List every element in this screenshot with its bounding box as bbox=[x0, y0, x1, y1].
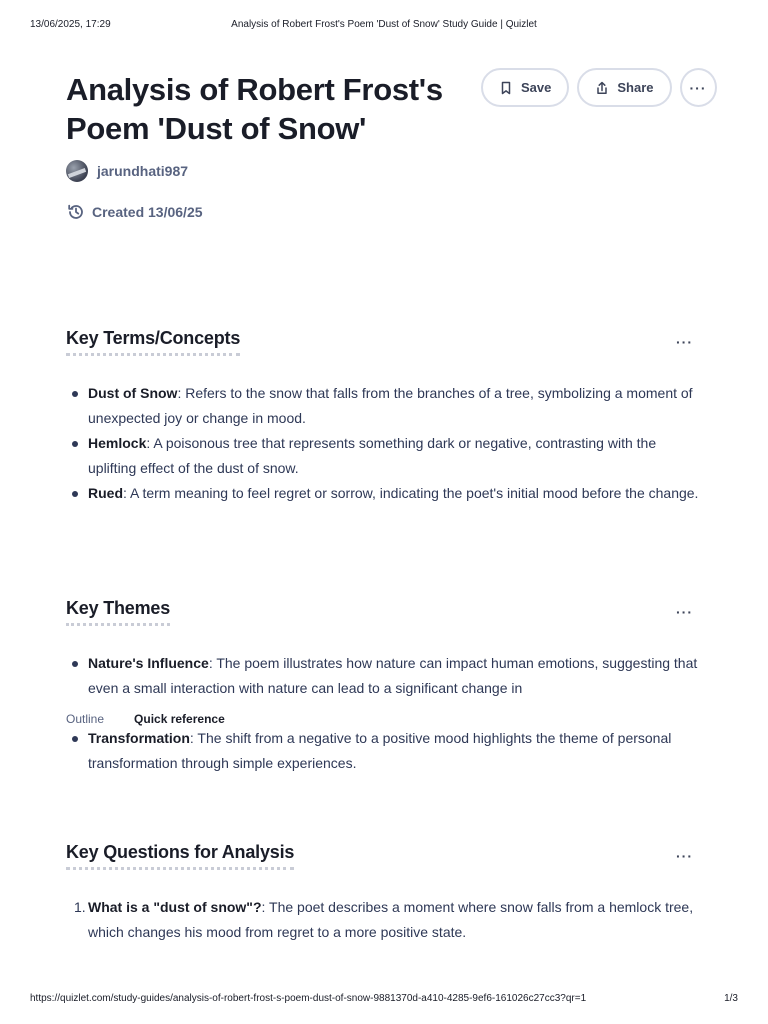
page-title: Analysis of Robert Frost's Poem 'Dust of Snow' bbox=[66, 72, 443, 146]
list-item: 1. What is a "dust of snow"?: The poet describes a moment where snow falls from a hemlock tree, which changes his mood from regret to a more positive state. bbox=[74, 899, 694, 940]
save-label: Save bbox=[521, 80, 552, 95]
section-title-key-terms: Key Terms/Concepts bbox=[66, 328, 240, 356]
themes-clip-top bbox=[0, 650, 768, 706]
section-more-icon[interactable]: ··· bbox=[676, 604, 693, 620]
bookmark-icon bbox=[499, 81, 513, 95]
tab-quick-reference[interactable]: Quick reference bbox=[134, 712, 225, 726]
section-title-key-questions: Key Questions for Analysis bbox=[66, 842, 294, 870]
created-date bbox=[66, 202, 203, 222]
print-datetime: 13/06/2025, 17:29 bbox=[30, 19, 111, 30]
header-actions bbox=[481, 68, 717, 107]
history-icon bbox=[66, 202, 86, 222]
outline-tab-bar bbox=[0, 706, 768, 732]
section-more-icon[interactable]: ··· bbox=[676, 334, 693, 350]
print-header bbox=[0, 19, 768, 33]
key-themes-list bbox=[88, 651, 708, 701]
author-name: jarundhati987 bbox=[97, 163, 189, 179]
tab-outline[interactable]: Outline bbox=[66, 712, 105, 726]
section-more-icon[interactable]: ··· bbox=[676, 848, 693, 864]
share-label: Share bbox=[617, 80, 654, 95]
list-item: Transformation: The shift from a negative to a positive mood highlights the theme of personal transformation through simple experiences. bbox=[88, 732, 708, 776]
print-doc-title: Analysis of Robert Frost's Poem 'Dust of Snow' Study Guide | Quizlet bbox=[231, 19, 537, 30]
key-terms-list bbox=[88, 381, 708, 506]
section-title-key-themes: Key Themes bbox=[66, 598, 170, 626]
print-page-number: 1/3 bbox=[724, 993, 738, 1004]
created-label: Created 13/06/25 bbox=[92, 204, 203, 220]
print-footer bbox=[0, 993, 768, 1007]
list-item: Rued: A term meaning to feel regret or sorrow, indicating the poet's initial mood before the change. bbox=[88, 481, 708, 506]
list-item: Hemlock: A poisonous tree that represents something dark or negative, contrasting with the uplifting effect of the dust of snow. bbox=[88, 431, 708, 481]
save-button[interactable] bbox=[481, 68, 569, 107]
key-questions-list bbox=[74, 895, 708, 945]
more-icon: ··· bbox=[689, 79, 707, 96]
share-icon bbox=[595, 81, 609, 95]
themes-clip-bottom bbox=[0, 732, 768, 780]
list-item: Dust of Snow: Refers to the snow that falls from the branches of a tree, symbolizing a moment of unexpected joy or change in mood. bbox=[88, 381, 708, 431]
share-button[interactable] bbox=[577, 68, 671, 107]
author[interactable] bbox=[66, 160, 188, 182]
print-url: https://quizlet.com/study-guides/analysis-of-robert-frost-s-poem-dust-of-snow-9881370d-a410-4285-9ef6-161026c27cc3?qr=1 bbox=[30, 993, 587, 1004]
key-themes-list-continued bbox=[88, 732, 708, 776]
avatar bbox=[66, 160, 88, 182]
list-item: Nature's Influence: The poem illustrates how nature can impact human emotions, suggesting that even a small interaction with nature can lead to a significant change in bbox=[88, 651, 708, 701]
more-options-button[interactable] bbox=[680, 68, 717, 107]
